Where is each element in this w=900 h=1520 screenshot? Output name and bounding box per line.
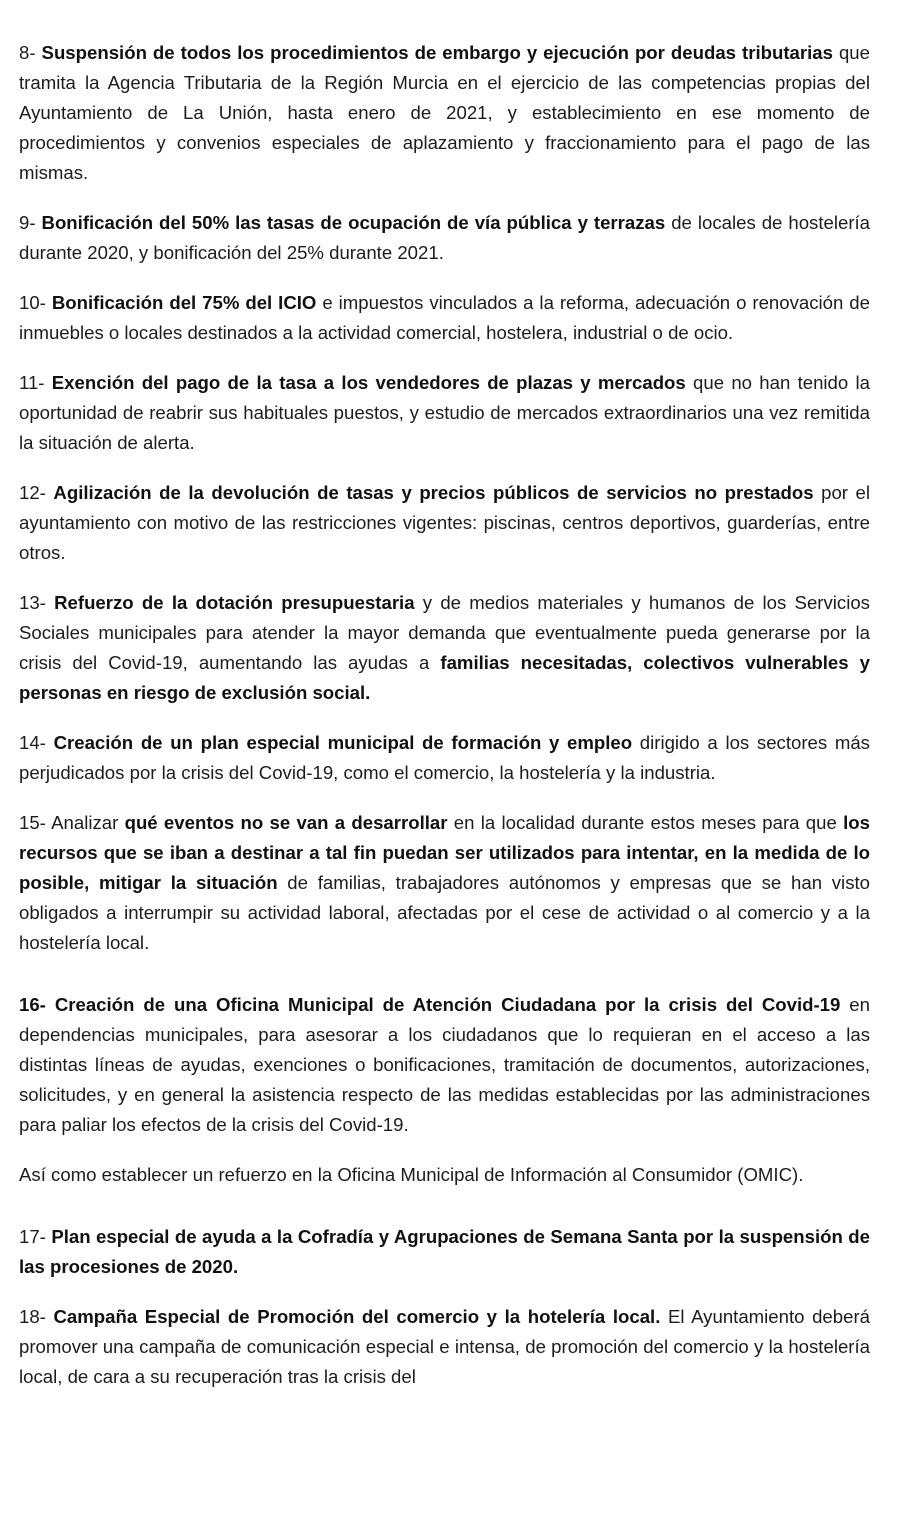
- item-14-paragraph: [19, 728, 870, 788]
- item-14-text-run: dirigido a los sectores más perjudicados por la crisis del Covid-19, como el comercio, la hostelería y la industria.: [19, 732, 870, 783]
- item-13-paragraph: [19, 588, 870, 708]
- item-15-text-run: en la localidad durante estos meses para que: [447, 812, 844, 833]
- item-9-text-run: de locales de hostelería durante 2020, y bonificación del 25% durante 2021.: [19, 212, 871, 263]
- item-18-text-run: Campaña Especial de Promoción del comercio y la hotelería local.: [53, 1306, 661, 1327]
- item-8-text-run: 8-: [19, 42, 42, 63]
- item-16-omic-paragraph: [19, 1160, 870, 1190]
- item-9-paragraph: [19, 208, 870, 268]
- item-13-text-run: y de medios materiales y humanos de los Servicios Sociales municipales para atender la mayor demanda que eventualmente pueda generarse por la crisis del Covid-19, aumentando las ayudas a: [19, 592, 870, 673]
- item-12-text-run: 12-: [19, 482, 54, 503]
- item-8-text-run: que tramita la Agencia Tributaria de la Región Murcia en el ejercicio de las competencias propias del Ayuntamiento de La Unión, hasta enero de 2021, y establecimiento en ese momento de procedimientos y convenios especiales de aplazamiento y fraccionamiento para el pago de las mismas.: [19, 42, 870, 183]
- item-14-text-run: 14-: [19, 732, 54, 753]
- item-15-text-run: qué eventos no se van a desarrollar: [124, 812, 448, 833]
- item-8-paragraph: [19, 38, 870, 188]
- item-12-text-run: por el ayuntamiento con motivo de las restricciones vigentes: piscinas, centros deportivos, guarderías, entre otros.: [19, 482, 870, 563]
- item-11-text-run: Exención del pago de la tasa a los vendedores de plazas y mercados: [51, 372, 686, 393]
- item-16-text-run: 16- Creación de una Oficina Municipal de Atención Ciudadana por la crisis del Covid-19: [19, 994, 841, 1015]
- item-10-text-run: 10-: [19, 292, 52, 313]
- item-15-paragraph: [19, 808, 870, 958]
- item-10-paragraph: [19, 288, 870, 348]
- item-17-paragraph: [19, 1222, 870, 1282]
- item-17-text-run: 17-: [19, 1226, 52, 1247]
- item-11-text-run: que no han tenido la oportunidad de reabrir sus habituales puestos, y estudio de mercados extraordinarios una vez remitida la situación de alerta.: [19, 372, 870, 453]
- item-17-text-run: Plan especial de ayuda a la Cofradía y Agrupaciones de Semana Santa por la suspensión de las procesiones de 2020.: [19, 1226, 870, 1277]
- item-16-text-run: en dependencias municipales, para asesorar a los ciudadanos que lo requieran en el acceso a las distintas líneas de ayudas, exenciones o bonificaciones, tramitación de documentos, autorizaciones, solicitudes, y en general la asistencia respecto de las medidas establecidas por las administraciones para paliar los efectos de la crisis del Covid-19.: [19, 994, 870, 1135]
- item-15-text-run: de familias, trabajadores autónomos y empresas que se han visto obligados a interrumpir su actividad laboral, afectadas por el cese de actividad o al comercio y a la hostelería local.: [19, 872, 870, 953]
- item-15-text-run: los recursos que se iban a destinar a tal fin puedan ser utilizados para intentar, en la medida de lo posible, mitigar la situación: [19, 812, 870, 893]
- item-16b-text-run: Así como establecer un refuerzo en la Oficina Municipal de Información al Consumidor (OMIC).: [19, 1164, 804, 1185]
- item-13-text-run: familias necesitadas, colectivos vulnerables y personas en riesgo de exclusión social.: [19, 652, 870, 703]
- item-13-text-run: Refuerzo de la dotación presupuestaria: [54, 592, 415, 613]
- item-10-text-run: Bonificación del 75% del ICIO: [51, 292, 317, 313]
- item-10-text-run: e impuestos vinculados a la reforma, adecuación o renovación de inmuebles o locales destinados a la actividad comercial, hostelera, industrial o de ocio.: [19, 292, 870, 343]
- item-13-text-run: 13-: [19, 592, 55, 613]
- item-11-text-run: 11-: [19, 372, 52, 393]
- item-18-paragraph: [19, 1302, 870, 1392]
- item-9-text-run: 9-: [19, 212, 42, 233]
- item-14-text-run: Creación de un plan especial municipal de formación y empleo: [53, 732, 633, 753]
- item-12-text-run: Agilización de la devolución de tasas y precios públicos de servicios no prestados: [53, 482, 814, 503]
- item-8-text-run: Suspensión de todos los procedimientos de embargo y ejecución por deudas tributarias: [41, 42, 833, 63]
- item-9-text-run: Bonificación del 50% las tasas de ocupación de vía pública y terrazas: [41, 212, 666, 233]
- item-15-text-run: 15- Analizar: [19, 812, 125, 833]
- item-11-paragraph: [19, 368, 870, 458]
- item-18-text-run: El Ayuntamiento deberá promover una campaña de comunicación especial e intensa, de promoción del comercio y la hostelería local, de cara a su recuperación tras la crisis del: [19, 1306, 870, 1387]
- item-12-paragraph: [19, 478, 870, 568]
- item-18-text-run: 18-: [19, 1306, 54, 1327]
- item-16-paragraph: [19, 990, 870, 1140]
